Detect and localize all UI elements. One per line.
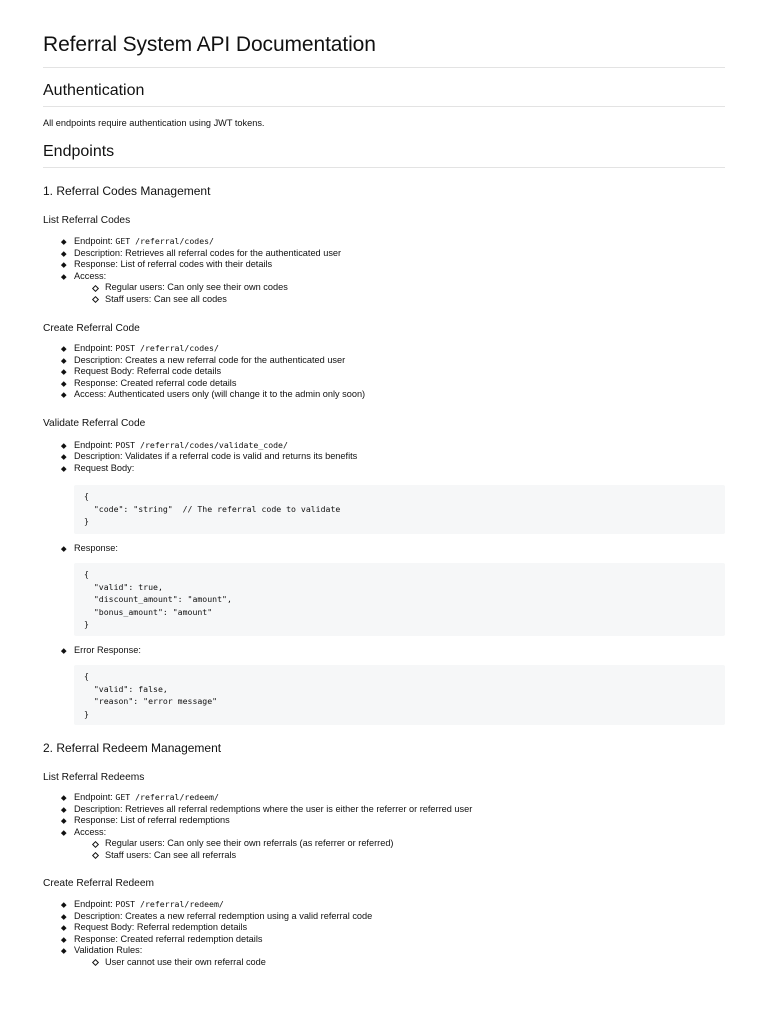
list-item: Description: Validates if a referral code is valid and returns its benefits [74, 451, 725, 463]
access-sublist [74, 838, 725, 861]
error-response-label-list [43, 645, 725, 657]
endpoint-code: POST /referral/redeem/ [115, 899, 224, 909]
endpoint-code: GET /referral/codes/ [115, 236, 214, 246]
list-item: Request Body: Referral redemption details [74, 922, 725, 934]
validate-referral-code-heading: Validate Referral Code [43, 417, 146, 429]
list-item: Regular users: Can only see their own referrals (as referrer or referred) [105, 838, 725, 850]
section-referral-redeem-heading: 2. Referral Redeem Management [43, 741, 222, 755]
access-sublist [74, 282, 725, 305]
endpoint-code: GET /referral/redeem/ [115, 792, 219, 802]
list-item: Endpoint: POST /referral/redeem/ [74, 899, 725, 911]
response-code-block: { "valid": true, "discount_amount": "amount", "bonus_amount": "amount" } [74, 563, 725, 636]
list-item: Response: Created referral code details [74, 378, 725, 390]
create-referral-redeem-heading: Create Referral Redeem [43, 878, 154, 889]
list-item: Response: [74, 543, 725, 555]
list-item: Validation Rules: User cannot use their own referral code [74, 945, 725, 968]
endpoints-heading: Endpoints [43, 143, 725, 168]
list-item: Endpoint: POST /referral/codes/ [74, 343, 725, 355]
create-referral-code-list [43, 343, 725, 401]
list-item: Response: List of referral redemptions [74, 815, 725, 827]
list-item: Request Body: Referral code details [74, 366, 725, 378]
page-title: Referral System API Documentation [43, 0, 725, 68]
list-item: Description: Creates a new referral code for the authenticated user [74, 355, 725, 367]
list-item: Description: Retrieves all referral redemptions where the user is either the referrer or referred user [74, 804, 725, 816]
list-item: Endpoint: POST /referral/codes/validate_code/ [74, 440, 725, 452]
create-referral-redeem-list [43, 899, 725, 968]
error-response-code-block: { "valid": false, "reason": "error message" } [74, 665, 725, 725]
section-referral-codes-heading: 1. Referral Codes Management [43, 184, 211, 198]
response-label-list [43, 543, 725, 555]
list-item: Endpoint: GET /referral/codes/ [74, 236, 725, 248]
list-item: Staff users: Can see all referrals [105, 850, 725, 862]
list-item: User cannot use their own referral code [105, 957, 725, 969]
list-item: Response: List of referral codes with their details [74, 259, 725, 271]
endpoint-code: POST /referral/codes/validate_code/ [115, 439, 288, 450]
list-referral-codes-list [43, 236, 725, 305]
authentication-heading: Authentication [43, 82, 725, 107]
list-item: Staff users: Can see all codes [105, 294, 725, 306]
list-item: Description: Retrieves all referral codes for the authenticated user [74, 248, 725, 260]
list-item: Endpoint: GET /referral/redeem/ [74, 792, 725, 804]
list-item: Access: Regular users: Can only see their own referrals (as referrer or referred) Staff users: Can see all referrals [74, 827, 725, 862]
list-item: Access: Regular users: Can only see their own codes Staff users: Can see all codes [74, 271, 725, 306]
list-referral-redeems-list [43, 792, 725, 861]
list-referral-redeems-heading: List Referral Redeems [43, 772, 145, 783]
authentication-text: All endpoints require authentication using JWT tokens. [43, 118, 265, 128]
list-item: Description: Creates a new referral redemption using a valid referral code [74, 911, 725, 923]
request-body-code-block: { "code": "string" // The referral code to validate } [74, 485, 725, 534]
list-item: Access: Authenticated users only (will change it to the admin only soon) [74, 389, 725, 401]
validate-referral-code-list [43, 440, 725, 475]
list-item: Regular users: Can only see their own codes [105, 282, 725, 294]
create-referral-code-heading: Create Referral Code [43, 323, 140, 334]
validation-sublist [74, 957, 725, 969]
list-item: Request Body: [74, 463, 725, 475]
endpoint-code: POST /referral/codes/ [115, 343, 219, 353]
list-referral-codes-heading: List Referral Codes [43, 215, 131, 226]
list-item: Response: Created referral redemption details [74, 934, 725, 946]
list-item: Error Response: [74, 645, 725, 657]
